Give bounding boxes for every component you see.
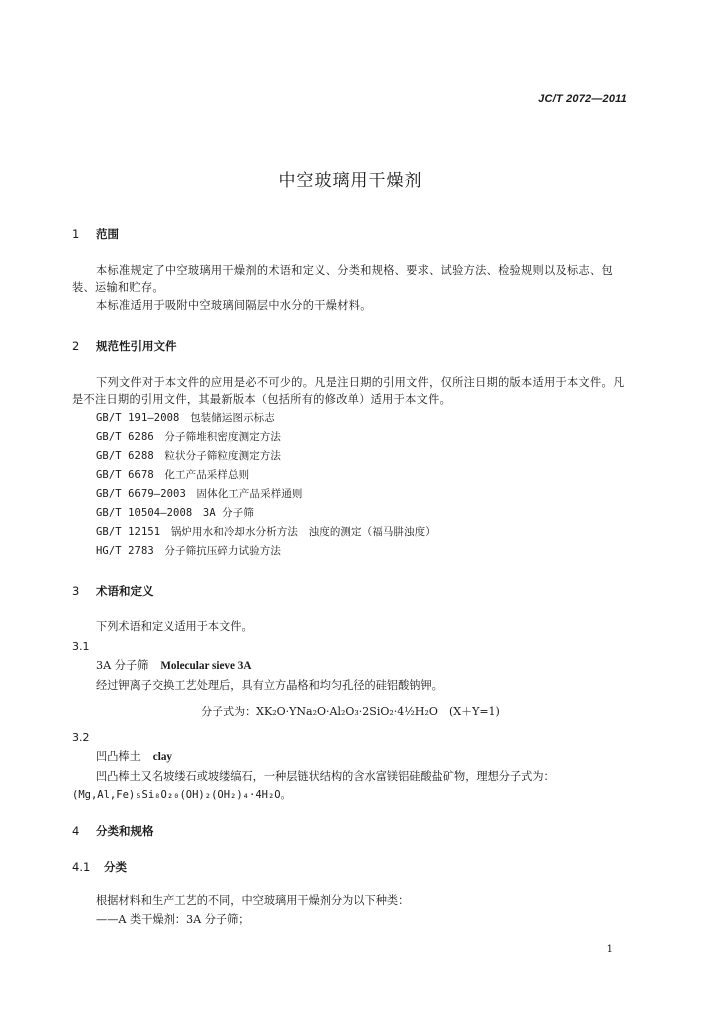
- term-number: 3.2: [72, 731, 90, 744]
- section-number: 3: [72, 584, 80, 598]
- term-name-cn: 凹凸棒土: [96, 750, 141, 763]
- page-number: 1: [606, 944, 613, 955]
- classification-item: ——A 类干燥剂：3A 分子筛；: [96, 913, 250, 926]
- reference-item: GB/T 6679—2003 固体化工产品采样通则: [96, 488, 303, 500]
- classification-intro: 根据材料和生产工艺的不同，中空玻璃用干燥剂分为以下种类：: [96, 894, 410, 907]
- reference-item: GB/T 6288 粒状分子筛粒度测定方法: [96, 450, 281, 462]
- reference-item: GB/T 12151 锅炉用水和冷却水分析方法 浊度的测定（福马肼浊度）: [96, 526, 436, 538]
- section-3-intro: 下列术语和定义适用于本文件。: [96, 620, 253, 633]
- term-formula: (Mg,Al,Fe)₅Si₈O₂₀(OH)₂(OH₂)₄·4H₂O。: [72, 789, 292, 801]
- term-name: [96, 748, 172, 766]
- subsection-number: 4.1: [72, 860, 91, 874]
- section-title: 规范性引用文件: [96, 339, 177, 353]
- reference-item: GB/T 6678 化工产品采样总则: [96, 469, 250, 481]
- term-name-cn: 3A 分子筛: [96, 659, 149, 672]
- document-title: 中空玻璃用干燥剂: [278, 171, 423, 191]
- term-name-en: clay: [152, 751, 173, 763]
- subsection-title: 分类: [104, 860, 127, 874]
- term-definition: 经过钾离子交换工艺处理后，具有立方晶格和均匀孔径的硅铝酸钠钾。: [96, 679, 443, 692]
- section-1-paragraph-2: 本标准适用于吸附中空玻璃间隔层中水分的干燥材料。: [96, 299, 372, 312]
- term-name-en: Molecular sieve 3A: [160, 660, 252, 672]
- section-title: 范围: [96, 227, 119, 241]
- subsection-4-1-heading: [72, 859, 127, 875]
- section-title: 术语和定义: [96, 584, 154, 598]
- reference-item: GB/T 10504—2008 3A 分子筛: [96, 507, 254, 519]
- standard-code: JC/T 2072—2011: [538, 93, 627, 105]
- term-definition: 凹凸棒土又名坡缕石或坡缕缟石，一种层链状结构的含水富镁铝硅酸盐矿物，理想分子式为：: [96, 770, 555, 783]
- term-number: 3.1: [72, 640, 90, 653]
- section-2-intro: 下列文件对于本文件的应用是必不可少的。凡是注日期的引用文件，仅所注日期的版本适用于本文件。凡是不注日期的引用文件，其最新版本（包括所有的修改单）适用于本文件。: [72, 376, 625, 406]
- section-1-paragraph-1: 本标准规定了中空玻璃用干燥剂的术语和定义、分类和规格、要求、试验方法、检验规则以及标志、包装、运输和贮存。: [72, 264, 613, 294]
- reference-item: GB/T 191—2008 包装储运图示标志: [96, 412, 275, 424]
- reference-item: GB/T 6286 分子筛堆积密度测定方法: [96, 431, 281, 443]
- section-2-heading: [72, 338, 177, 354]
- section-1-heading: [72, 226, 119, 242]
- section-title: 分类和规格: [96, 824, 154, 838]
- term-name: [96, 657, 251, 675]
- section-number: 2: [72, 339, 80, 353]
- section-4-heading: [72, 823, 154, 839]
- section-3-heading: [72, 583, 154, 599]
- section-number: 1: [72, 227, 80, 241]
- section-number: 4: [72, 824, 80, 838]
- molecular-formula: 分子式为：XK₂O·YNa₂O·Al₂O₃·2SiO₂·4½H₂O (X＋Y=1): [201, 705, 500, 718]
- reference-item: HG/T 2783 分子筛抗压碎力试验方法: [96, 545, 281, 557]
